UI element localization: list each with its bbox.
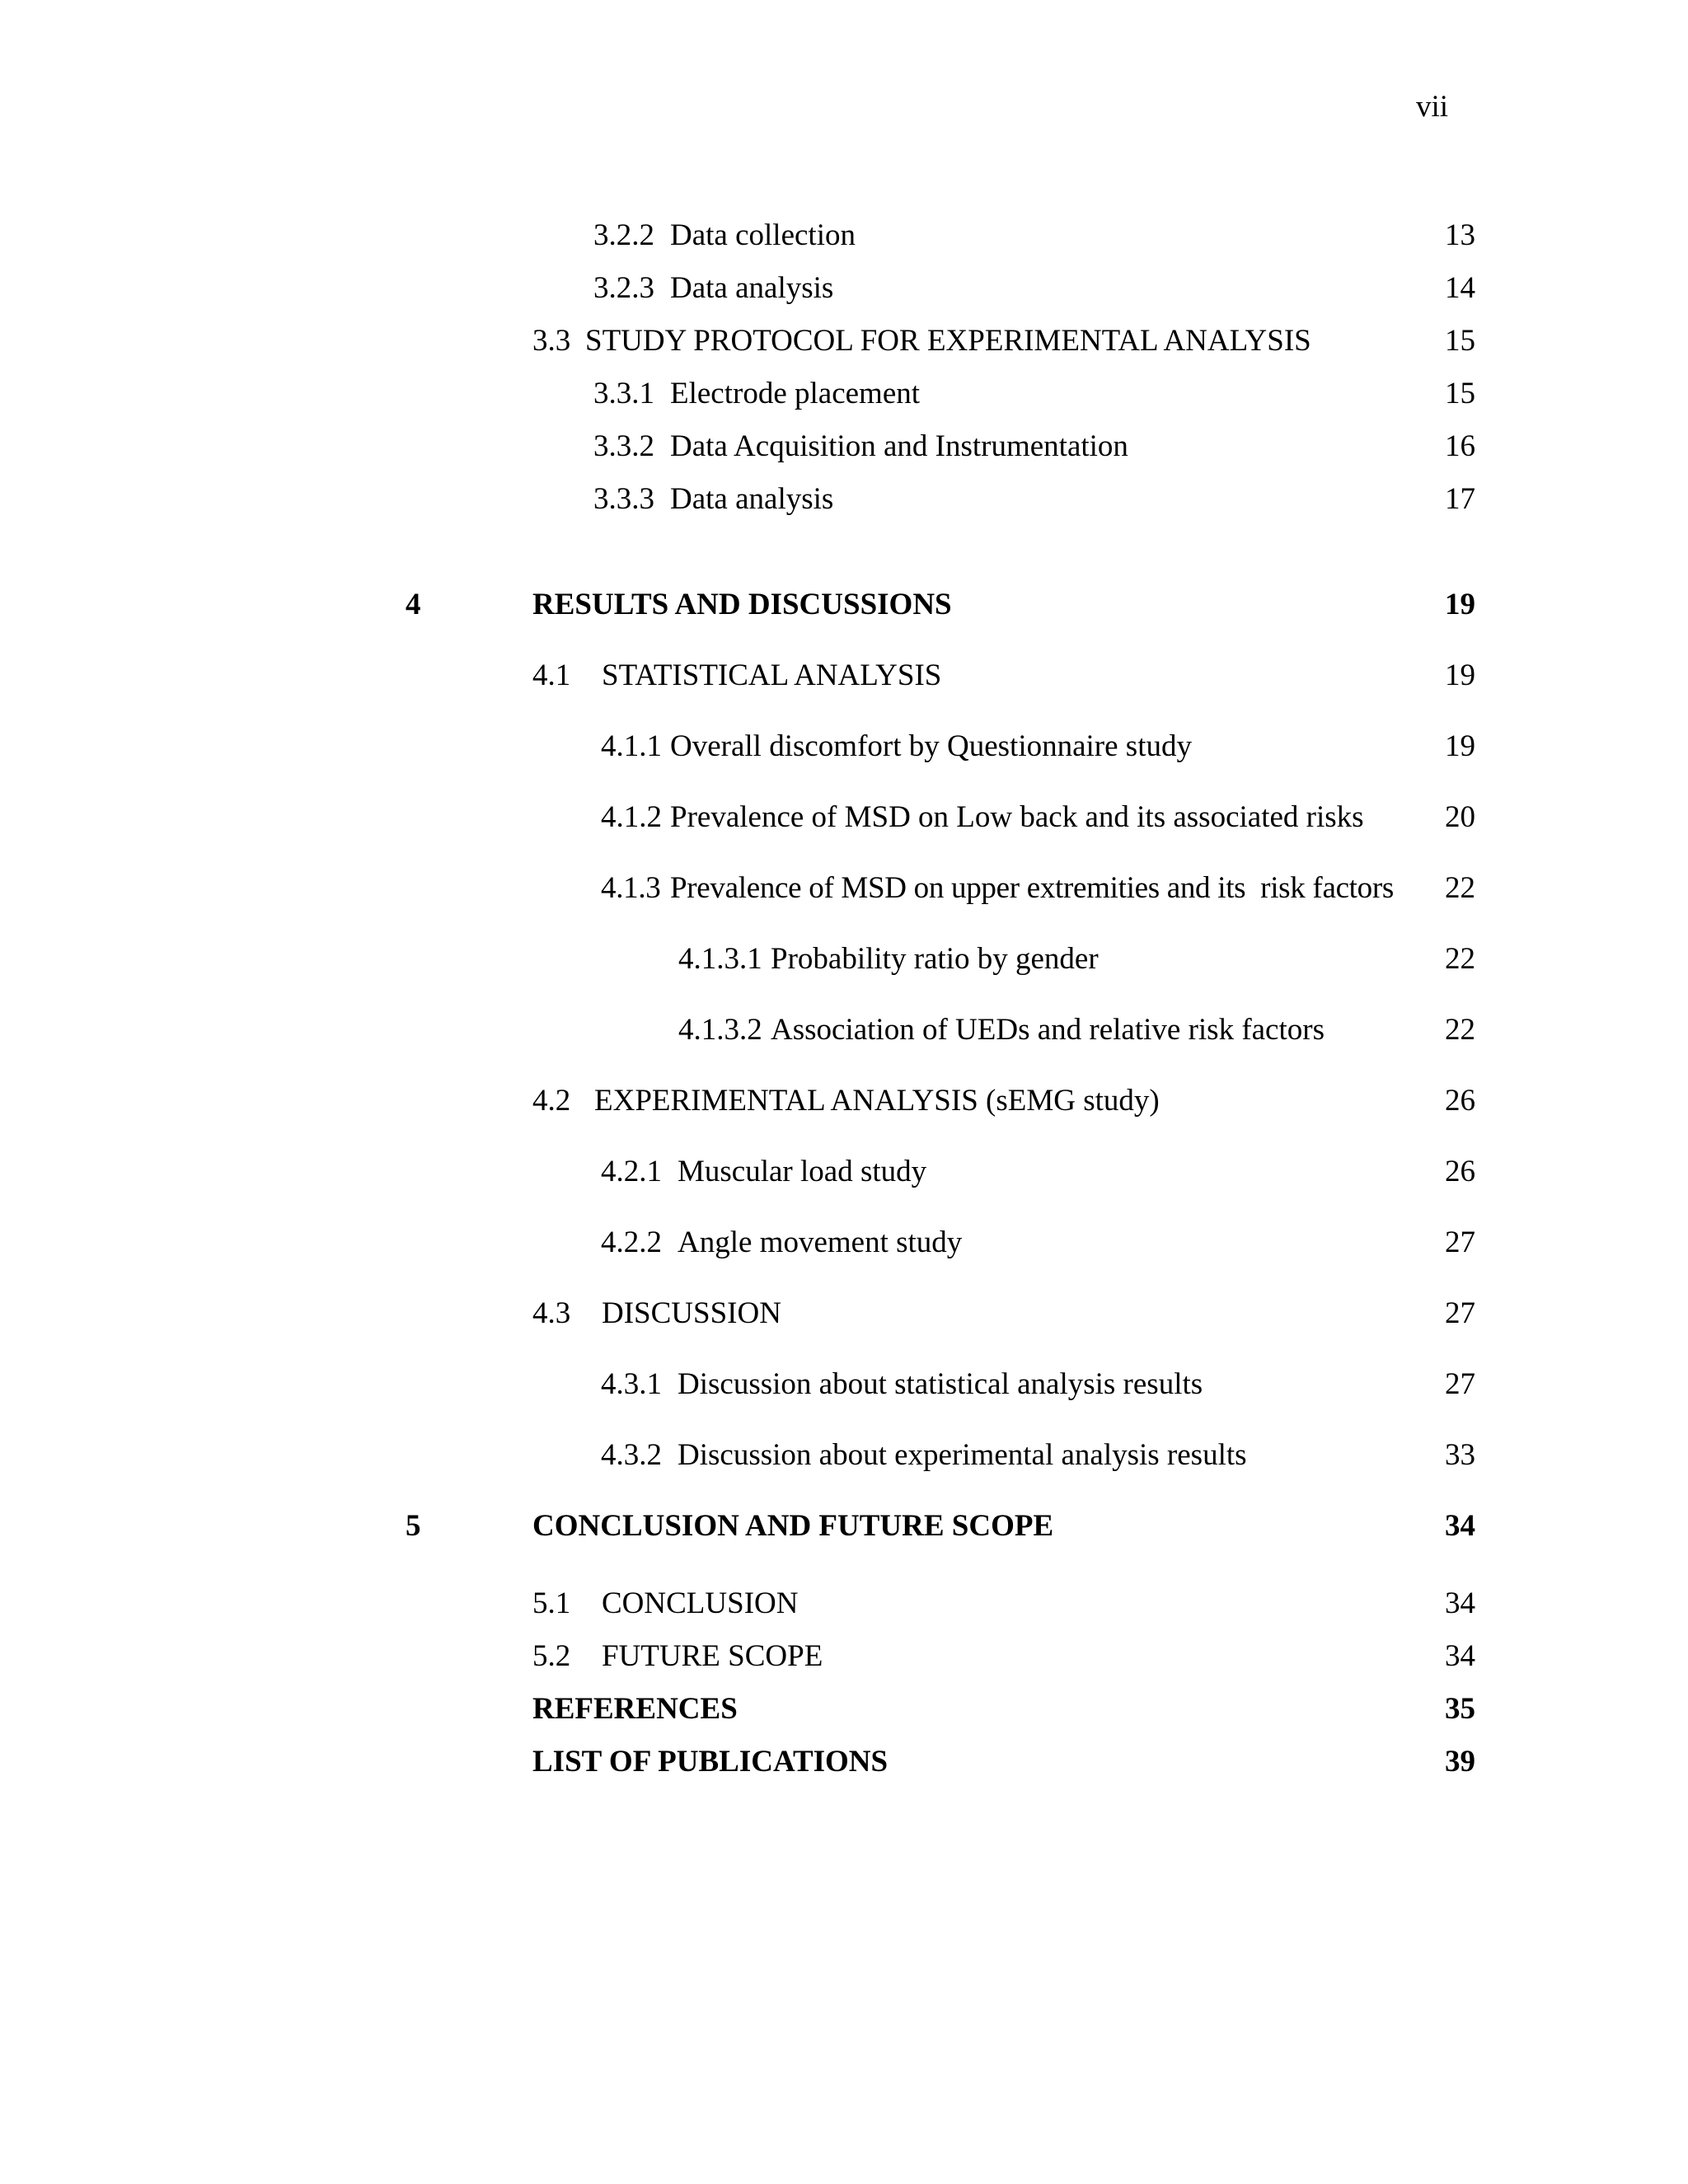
toc-entry-title: FUTURE SCOPE <box>602 1639 823 1673</box>
toc-entry-number: 4.3.1 <box>601 1367 662 1401</box>
toc-entry-title: STATISTICAL ANALYSIS <box>602 658 942 692</box>
toc-entry-number: 3.3.1 <box>593 377 654 410</box>
toc-entry-number: 4.1 <box>532 658 571 692</box>
toc-entry-title: Probability ratio by gender <box>771 942 1099 976</box>
toc-entry-page: 19 <box>1445 729 1475 763</box>
toc-entry-title: STUDY PROTOCOL FOR EXPERIMENTAL ANALYSIS <box>585 324 1311 358</box>
toc-entry <box>0 1289 1688 1338</box>
toc-entry-title: Electrode placement <box>670 377 921 410</box>
page-number: vii <box>1416 90 1449 124</box>
toc-chapter-number: 4 <box>406 588 421 621</box>
toc-entry-number: 4.1.2 <box>601 800 662 834</box>
toc-entry-number: 4.1.1 <box>601 729 662 763</box>
toc-entry-page: 16 <box>1445 429 1475 463</box>
toc-entry-number: 3.3.2 <box>593 429 654 463</box>
toc-entry <box>0 1005 1688 1055</box>
toc-entry-number: 4.3 <box>532 1296 571 1330</box>
toc-entry-page: 20 <box>1445 800 1475 834</box>
toc-entry-page: 15 <box>1445 377 1475 410</box>
toc-entry-page: 27 <box>1445 1367 1475 1401</box>
toc-entry-title: Angle movement study <box>678 1226 963 1259</box>
toc-chapter <box>0 580 1688 630</box>
toc-entry-title: Data analysis <box>670 482 834 516</box>
toc-chapter-title: RESULTS AND DISCUSSIONS <box>532 588 952 621</box>
toc-entry-page: 14 <box>1445 271 1475 305</box>
toc-entry <box>0 369 1688 419</box>
toc-entry-number: 4.1.3.2 <box>678 1013 762 1047</box>
toc-entry-page: 22 <box>1445 1013 1475 1047</box>
toc-entry-number: 4.1.3.1 <box>678 942 762 976</box>
toc-entry-title: Prevalence of MSD on Low back and its associated risks <box>670 800 1364 834</box>
toc-references-page: 35 <box>1445 1692 1475 1726</box>
toc-entry <box>0 316 1688 366</box>
toc-entry-number: 3.3 <box>532 324 571 358</box>
toc-entry <box>0 651 1688 701</box>
toc-entry-page: 19 <box>1445 658 1475 692</box>
toc-entry <box>0 1431 1688 1480</box>
toc-entry <box>0 1632 1688 1681</box>
toc-entry-title: Muscular load study <box>678 1155 927 1188</box>
toc-entry-number: 5.1 <box>532 1586 571 1620</box>
toc-entry-title: Data Acquisition and Instrumentation <box>670 429 1128 463</box>
toc-chapter-page: 19 <box>1445 588 1475 621</box>
toc-entry-page: 33 <box>1445 1438 1475 1472</box>
toc-entry-number: 4.1.3 <box>601 871 661 905</box>
toc-entry-page: 26 <box>1445 1084 1475 1118</box>
toc-entry-page: 22 <box>1445 942 1475 976</box>
toc-entry <box>0 864 1688 913</box>
toc-references <box>0 1685 1688 1734</box>
toc-entry-title: Association of UEDs and relative risk factors <box>771 1013 1325 1047</box>
toc-entry <box>0 475 1688 524</box>
toc-chapter-page: 34 <box>1445 1509 1475 1543</box>
toc-entry-title: Discussion about experimental analysis results <box>678 1438 1247 1472</box>
toc-chapter <box>0 1502 1688 1551</box>
toc-entry-number: 3.2.2 <box>593 218 654 252</box>
toc-entry <box>0 264 1688 313</box>
toc-entry-title: Discussion about statistical analysis results <box>678 1367 1203 1401</box>
toc-entry <box>0 722 1688 771</box>
toc-entry-page: 13 <box>1445 218 1475 252</box>
toc-entry-page: 34 <box>1445 1639 1475 1673</box>
toc-entry-title: Overall discomfort by Questionnaire study <box>670 729 1192 763</box>
toc-entry-title: DISCUSSION <box>602 1296 781 1330</box>
toc-entry-title: Data analysis <box>670 271 834 305</box>
toc-entry <box>0 1218 1688 1268</box>
toc-entry-title: Prevalence of MSD on upper extremities and its risk factors <box>670 871 1394 905</box>
toc-publications-page: 39 <box>1445 1745 1475 1779</box>
toc-entry-number: 4.2.1 <box>601 1155 662 1188</box>
toc-entry-page: 15 <box>1445 324 1475 358</box>
toc-references-title: REFERENCES <box>532 1692 738 1726</box>
toc-publications-title: LIST OF PUBLICATIONS <box>532 1745 889 1779</box>
toc-entry <box>0 1076 1688 1126</box>
toc-entry-number: 3.3.3 <box>593 482 654 516</box>
toc-entry-number: 4.2.2 <box>601 1226 662 1259</box>
toc-entry-page: 27 <box>1445 1226 1475 1259</box>
toc-entry-page: 26 <box>1445 1155 1475 1188</box>
toc-entry-number: 3.2.3 <box>593 271 654 305</box>
toc-entry-title: EXPERIMENTAL ANALYSIS (sEMG study) <box>594 1084 1160 1118</box>
toc-entry-title: Data collection <box>670 218 856 252</box>
toc-chapter-title: CONCLUSION AND FUTURE SCOPE <box>532 1509 1054 1543</box>
toc-entry <box>0 422 1688 471</box>
toc-entry <box>0 1579 1688 1629</box>
toc-entry <box>0 1360 1688 1409</box>
toc-entry-page: 22 <box>1445 871 1475 905</box>
toc-entry-number: 4.2 <box>532 1084 571 1118</box>
toc-entry-page: 17 <box>1445 482 1475 516</box>
toc-entry <box>0 211 1688 260</box>
toc-entry <box>0 1147 1688 1197</box>
toc-entry <box>0 935 1688 984</box>
toc-entry-page: 34 <box>1445 1586 1475 1620</box>
toc-entry-title: CONCLUSION <box>602 1586 799 1620</box>
toc-entry-number: 4.3.2 <box>601 1438 662 1472</box>
toc-chapter-number: 5 <box>406 1509 421 1543</box>
toc-publications <box>0 1737 1688 1787</box>
toc-entry <box>0 793 1688 842</box>
toc-entry-number: 5.2 <box>532 1639 571 1673</box>
toc-entry-page: 27 <box>1445 1296 1475 1330</box>
